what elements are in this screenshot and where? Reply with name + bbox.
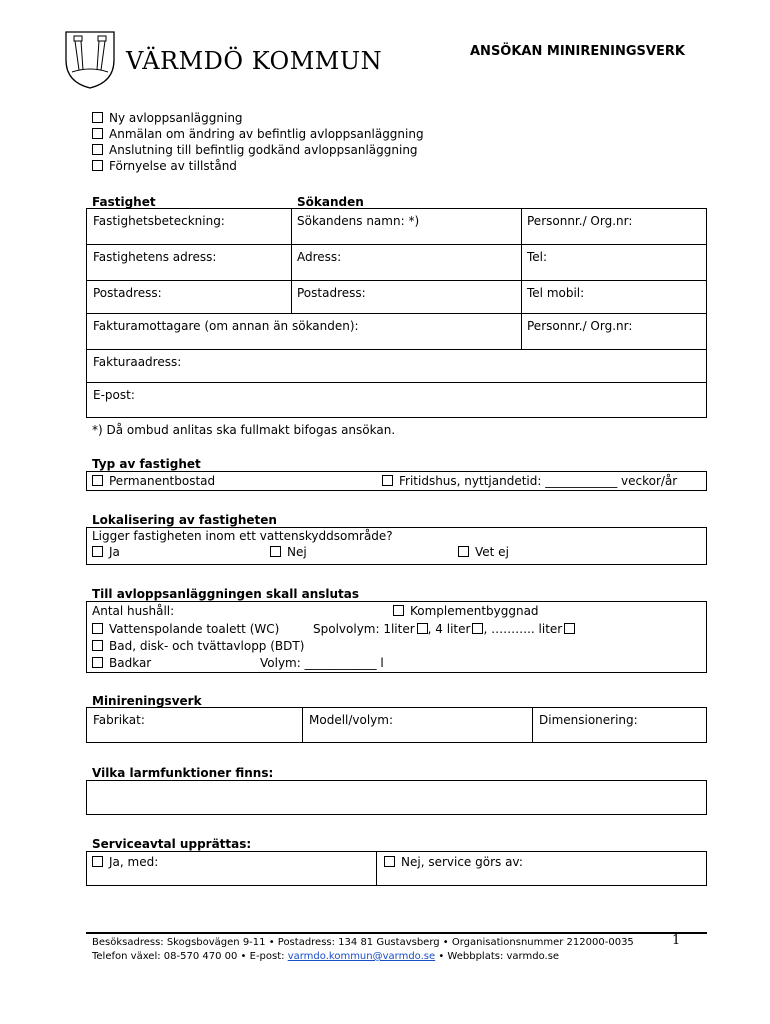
footer-divider xyxy=(86,932,707,934)
heading-property-type: Typ av fastighet xyxy=(92,457,201,471)
option-holiday[interactable]: Fritidshus, nyttjandetid: ____________ veckor/år xyxy=(382,474,677,488)
field-phone[interactable]: Tel: xyxy=(527,250,548,264)
checkbox[interactable] xyxy=(92,112,103,123)
field-applicant-address[interactable]: Adress: xyxy=(297,250,342,264)
form-title: ANSÖKAN MINIRENINGSVERK xyxy=(470,44,685,59)
field-make[interactable]: Fabrikat: xyxy=(93,713,145,727)
heading-alarms: Vilka larmfunktioner finns: xyxy=(92,766,274,780)
alarms-field[interactable] xyxy=(86,780,707,815)
footnote: *) Då ombud anlitas ska fullmakt bifogas ansökan. xyxy=(92,423,396,437)
field-invoice-address[interactable]: Fakturaadress: xyxy=(93,355,182,369)
households-field[interactable]: Antal hushåll: xyxy=(92,604,175,618)
application-type-change[interactable]: Anmälan om ändring av befintlig avloppsanläggning xyxy=(92,126,424,142)
application-type-renewal[interactable]: Förnyelse av tillstånd xyxy=(92,158,424,174)
checkbox[interactable] xyxy=(92,623,103,634)
checkbox[interactable] xyxy=(384,856,395,867)
bathtub-volume[interactable]: Volym: ____________ l xyxy=(260,656,384,670)
field-model[interactable]: Modell/volym: xyxy=(309,713,394,727)
heading-service: Serviceavtal upprättas: xyxy=(92,837,252,851)
field-property-postal[interactable]: Postadress: xyxy=(93,286,162,300)
checkbox-4liter[interactable] xyxy=(472,623,483,634)
footer-address: Besöksadress: Skogsbovägen 9-11 • Postadress: 134 81 Gustavsberg • Organisationsnummer 212000-0035 xyxy=(92,937,634,948)
email-link[interactable]: varmdo.kommun@varmdo.se xyxy=(287,951,436,962)
field-property-address[interactable]: Fastighetens adress: xyxy=(93,250,217,264)
checkbox-other-liter[interactable] xyxy=(564,623,575,634)
checkbox[interactable] xyxy=(92,128,103,139)
field-email[interactable]: E-post: xyxy=(93,388,135,402)
checkbox[interactable] xyxy=(92,160,103,171)
page-number: 1 xyxy=(672,933,681,948)
heading-applicant: Sökanden xyxy=(297,195,364,209)
location-question: Ligger fastigheten inom ett vattenskyddsområde? xyxy=(92,529,393,543)
option-annex[interactable]: Komplementbyggnad xyxy=(393,604,539,618)
option-no[interactable]: Nej xyxy=(270,545,307,559)
coat-of-arms-icon xyxy=(64,30,116,90)
checkbox[interactable] xyxy=(92,475,103,486)
checkbox[interactable] xyxy=(92,856,103,867)
checkbox[interactable] xyxy=(458,546,469,557)
option-permanent[interactable]: Permanentbostad xyxy=(92,474,215,488)
field-applicant-postal[interactable]: Postadress: xyxy=(297,286,366,300)
field-applicant-name[interactable]: Sökandens namn: *) xyxy=(297,214,420,228)
checkbox[interactable] xyxy=(382,475,393,486)
checkbox[interactable] xyxy=(92,144,103,155)
option-yes[interactable]: Ja xyxy=(92,545,120,559)
checkbox[interactable] xyxy=(92,657,103,668)
municipality-logo xyxy=(64,30,116,90)
heading-location: Lokalisering av fastigheten xyxy=(92,513,277,527)
municipality-name: VÄRMDÖ KOMMUN xyxy=(126,47,383,75)
checkbox[interactable] xyxy=(270,546,281,557)
option-service-yes[interactable]: Ja, med: xyxy=(92,855,158,869)
checkbox[interactable] xyxy=(92,640,103,651)
option-toilet[interactable]: Vattenspolande toalett (WC) xyxy=(92,622,279,636)
field-applicant-id[interactable]: Personnr./ Org.nr: xyxy=(527,214,633,228)
flush-volume: Spolvolym: 1liter , 4 liter , ……….. liter xyxy=(313,622,575,636)
heading-plant: Minireningsverk xyxy=(92,694,202,708)
checkbox[interactable] xyxy=(92,546,103,557)
heading-property: Fastighet xyxy=(92,195,156,209)
application-type-connection[interactable]: Anslutning till befintlig godkänd avloppsanläggning xyxy=(92,142,424,158)
option-bdt[interactable]: Bad, disk- och tvättavlopp (BDT) xyxy=(92,639,304,653)
field-dimensioning[interactable]: Dimensionering: xyxy=(539,713,638,727)
option-unknown[interactable]: Vet ej xyxy=(458,545,509,559)
field-mobile[interactable]: Tel mobil: xyxy=(527,286,585,300)
field-property-designation[interactable]: Fastighetsbeteckning: xyxy=(93,214,225,228)
heading-connections: Till avloppsanläggningen skall anslutas xyxy=(92,587,360,601)
field-invoice-recipient-id[interactable]: Personnr./ Org.nr: xyxy=(527,319,633,333)
checkbox[interactable] xyxy=(393,605,404,616)
application-type-list xyxy=(92,110,424,174)
option-service-no[interactable]: Nej, service görs av: xyxy=(384,855,523,869)
option-bathtub[interactable]: Badkar xyxy=(92,656,151,670)
field-invoice-recipient[interactable]: Fakturamottagare (om annan än sökanden): xyxy=(93,319,359,333)
application-type-new[interactable]: Ny avloppsanläggning xyxy=(92,110,424,126)
footer-contact: Telefon växel: 08-570 470 00 • E-post: varmdo.kommun@varmdo.se • Webbplats: varmdo.se xyxy=(92,951,560,962)
checkbox-1liter[interactable] xyxy=(417,623,428,634)
